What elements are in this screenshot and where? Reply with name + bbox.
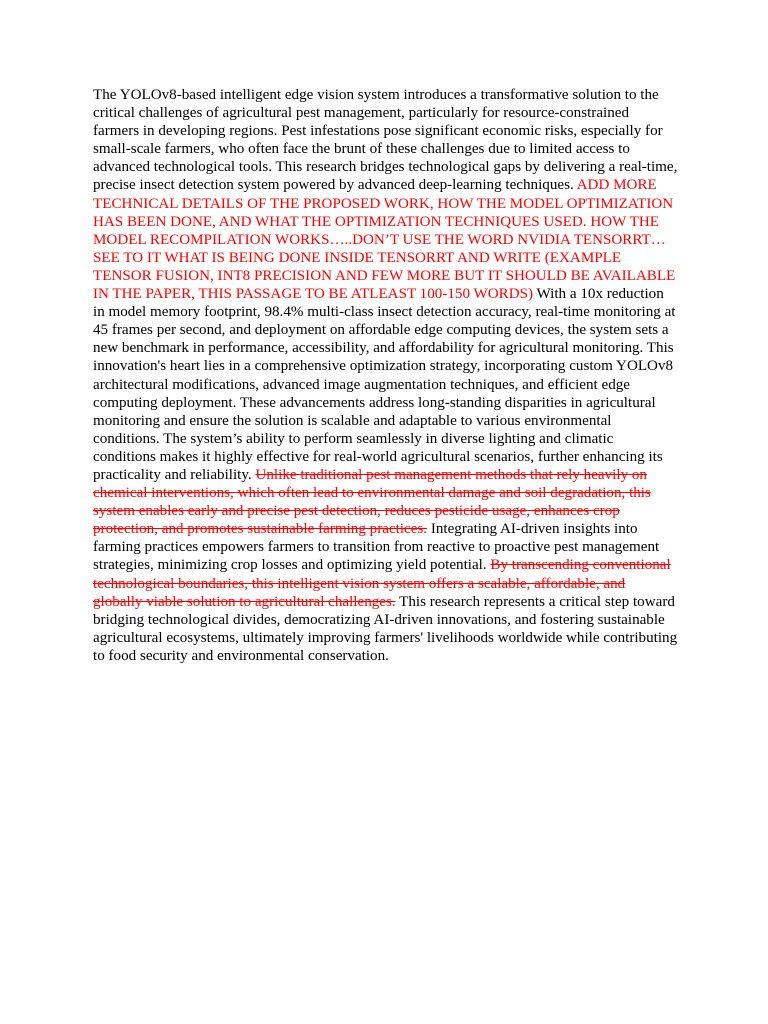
abstract-paragraph — [93, 86, 678, 665]
deleted-text-segment: Unlike traditional pest management methods that rely heavily on chemical interventions, which often lead to environmental damage and soil degradation, this system enables early and precise pest detection, reduces pesticide usage, enhances crop protection, and promotes sustainable farming practices. — [93, 466, 651, 538]
reviewer-comment-text: ADD MORE TECHNICAL DETAILS OF THE PROPOSED WORK, HOW THE MODEL OPTIMIZATION HAS BEEN DONE, AND WHAT THE OPTIMIZATION TECHNIQUES USED. HOW THE MODEL RECOMPILATION WORKS…..DON’T USE THE WORD NVIDIA TENSORRT… SEE TO IT WHAT IS BEING DONE INSIDE TENSORRT AND WRITE (EXAMPLE TENSOR FUSION, INT8 PRECISION AND FEW MORE BUT IT SHOULD BE AVAILABLE IN THE PAPER, THIS PASSAGE TO BE ATLEAST 100-150 WORDS) — [93, 177, 676, 303]
body-text-segment: With a 10x reduction in model memory footprint, 98.4% multi-class insect detection accuracy, real-time monitoring at 45 frames per second, and deployment on affordable edge computing devices, the system sets a new benchmark in performance, accessibility, and affordability for agricultural monitoring. This innovation's heart lies in a comprehensive optimization strategy, incorporating custom YOLOv8 architectural modifications, advanced image augmentation techniques, and efficient edge computing deployment. These advancements address long-standing disparities in agricultural monitoring and ensure the solution is scalable and adaptable to various environmental conditions. The system’s ability to perform seamlessly in diverse lighting and climatic conditions makes it highly effective for real-world agricultural scenarios, further enhancing its practicality and reliability. — [93, 286, 676, 483]
body-text-segment: This research represents a critical step toward bridging technological divides, democratizing AI-driven innovations, and fostering sustainable agricultural ecosystems, ultimately improving farmers' livelihoods worldwide while contributing to food security and environmental conservation. — [93, 593, 678, 664]
body-text-segment: The YOLOv8-based intelligent edge vision system introduces a transformative solution to the critical challenges of agricultural pest management, particularly for resource-constrained farmers in developing regions. Pest infestations pose significant economic risks, especially for small-scale farmers, who often face the brunt of these challenges due to limited access to advanced technological tools. This research bridges technological gaps by delivering a real-time, precise insect detection system powered by advanced deep-learning techniques. — [93, 87, 678, 194]
deleted-text-segment: By transcending conventional technological boundaries, this intelligent vision system offers a scalable, affordable, and globally viable solution to agricultural challenges. — [93, 557, 671, 610]
document-page — [93, 86, 678, 665]
body-text-segment: Integrating AI-driven insights into farming practices empowers farmers to transition from reactive to proactive pest management strategies, minimizing crop losses and optimizing yield potential. — [93, 521, 660, 574]
